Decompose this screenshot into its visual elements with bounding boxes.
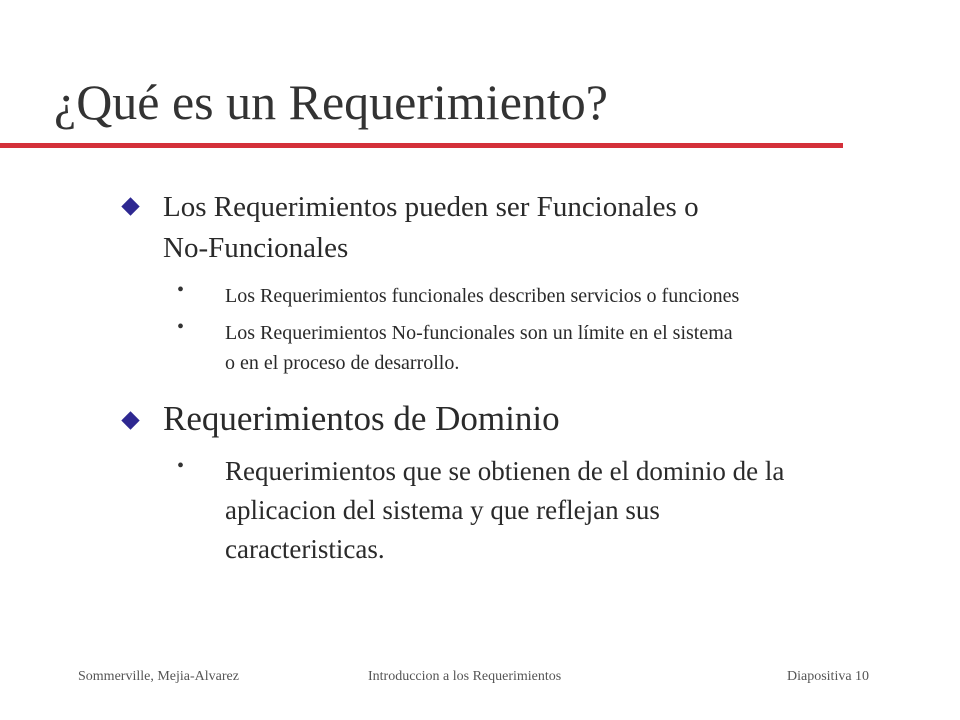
footer-authors: Sommerville, Mejia-Alvarez [78, 669, 239, 684]
sub-bullet-2-1-line-3: caracteristicas. [225, 534, 385, 564]
sub-bullet-1-2-line-1: Los Requerimientos No-funcionales son un límite en el sistema [225, 322, 733, 344]
bullet-2-line-1: Requerimientos de Dominio [163, 399, 560, 438]
dot-bullet-icon: • [177, 279, 185, 301]
diamond-bullet-icon [121, 411, 139, 429]
diamond-bullet-icon [121, 197, 139, 215]
bullet-1-line-1: Los Requerimientos pueden ser Funcionales o [163, 191, 699, 223]
footer-course-title: Introduccion a los Requerimientos [368, 669, 562, 684]
dot-bullet-icon: • [177, 455, 185, 477]
sub-bullet-1-1-line-1: Los Requerimientos funcionales describen servicios o funciones [225, 285, 740, 307]
dot-bullet-icon: • [177, 316, 185, 338]
slide-title: ¿Qué es un Requerimiento? [54, 74, 608, 130]
title-underline [0, 143, 843, 148]
sub-bullet-2-1-line-2: aplicacion del sistema y que reflejan sus [225, 495, 660, 525]
sub-bullet-1-2-line-2: o en el proceso de desarrollo. [225, 352, 460, 374]
footer-slide-number: Diapositiva 10 [787, 669, 870, 684]
sub-bullet-2-1-line-1: Requerimientos que se obtienen de el dominio de la [225, 456, 785, 486]
bullet-1-line-2: No-Funcionales [163, 232, 349, 264]
